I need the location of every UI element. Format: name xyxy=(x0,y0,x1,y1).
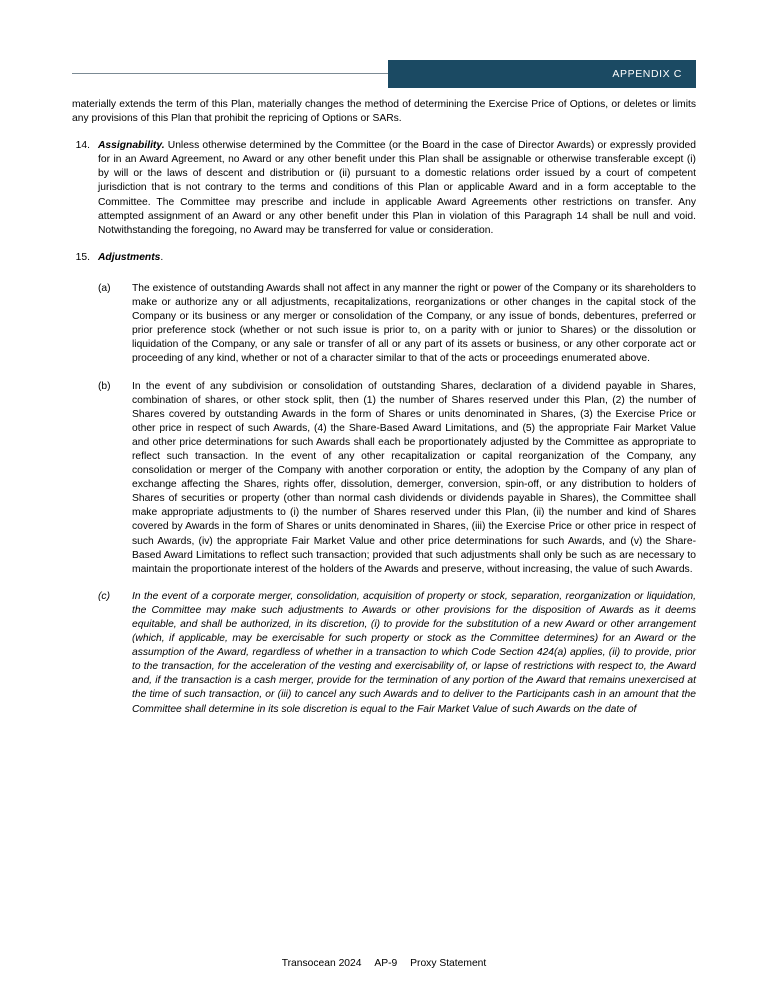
page-footer xyxy=(0,958,768,969)
clause-15-body xyxy=(98,251,696,265)
subclause-a-marker: (a) xyxy=(98,282,111,294)
clause-14 xyxy=(72,139,696,238)
footer-page-number: AP-9 xyxy=(374,958,398,969)
subclause-b-marker: (b) xyxy=(98,380,111,392)
clause-15-heading: Adjustments xyxy=(98,251,161,263)
footer-doc-label: Proxy Statement xyxy=(410,958,487,969)
clause-14-number: 14. xyxy=(75,140,90,152)
subclause-a xyxy=(98,282,696,367)
appendix-label: APPENDIX C xyxy=(388,60,696,88)
clause-15 xyxy=(72,251,696,265)
lead-paragraph: materially extends the term of this Plan, materially changes the method of determining the Exercise Price of Options, or deletes or limits any provisions of this Plan that prohibit the repricing of Options or SARs. xyxy=(72,99,696,125)
clause-14-text: Unless otherwise determined by the Committee (or the Board in the case of Director Awards) or expressly provided for in an Award Agreement, no Award or any other benefit under this Plan shall be assignable or otherwise transferable except (i) by will or the laws of descent and distribution or (ii) pursuant to a domestic relations order issued by a court of competent jurisdiction that is not contrary to the terms and conditions of this Plan or applicable Award and in a form acceptable to the Committee. The Committee may prescribe and include in applicable Award Agreements other restrictions on transfer. Any attempted assignment of an Award or any other benefit under this Plan in violation of this Paragraph 14 shall be null and void. Notwithstanding the foregoing, no Award may be transferred for value or consideration. xyxy=(98,140,696,236)
subclause-c-marker: (c) xyxy=(98,590,111,602)
page-header xyxy=(72,60,696,88)
clause-14-heading-suffix: . xyxy=(161,140,165,152)
subclause-b xyxy=(98,380,696,577)
subclause-c xyxy=(98,590,696,717)
subclause-b-text: In the event of any subdivision or consolidation of outstanding Shares, declaration of a dividend payable in Shares, combination of shares, or other stock split, then (1) the number of Shares reserved under this Plan, (2) the number of Shares covered by outstanding Awards in the form of Shares or units denominated in Shares, (3) the Exercise Price or other price in respect of such Awards, (4) the Share-Based Award Limitations, and (5) the appropriate Fair Market Value and other price determinations for such Awards shall each be proportionately adjusted by the Committee as appropriate to reflect such transaction. In the event of any other recapitalization or capital reorganization of the Company, any consolidation or merger of the Company with another corporation or entity, the adoption by the Company of any plan of exchange affecting the Shares, rights offer, dissolution, demerger, conversion, spin-off, or any distribution to holders of Shares of securities or property (other than normal cash dividends or dividends payable in Shares), the Committee shall make appropriate adjustments to (i) the number of Shares reserved under this Plan, (ii) the number and kind of Shares covered by Awards in the form of Shares or units denominated in Shares, (iii) the Exercise Price or other price in respect of such Awards, (iv) the appropriate Fair Market Value and other price determinations for such Awards, and (v) the Share-Based Award Limitations to reflect such transaction; provided that such adjustments shall only be such as are necessary to maintain the proportionate interest of the holders of the Awards and preserve, without increasing, the value of such Awards. xyxy=(132,380,696,575)
document-body xyxy=(72,98,696,730)
subclause-a-text: The existence of outstanding Awards shall not affect in any manner the right or power of the Company or its shareholders to make or authorize any or all adjustments, recapitalizations, reorganizations or other changes in the capital stock of the Company or its business or any merger or consolidation of the Company, or any issue of bonds, debentures, preferred or prior preference stock (whether or not such issue is prior to, on a parity with or junior to Shares) or the dissolution or liquidation of the Company, or any sale or transfer of all or any part of its assets or business, or any other corporate act or proceeding of any kind, whether or not of a character similar to that of the acts or proceedings enumerated above. xyxy=(132,282,696,365)
clause-14-heading: Assignability xyxy=(98,140,162,152)
clause-15-heading-suffix: . xyxy=(160,251,164,263)
clause-15-number: 15. xyxy=(75,251,90,263)
subclause-c-text: In the event of a corporate merger, consolidation, acquisition of property or stock, separation, reorganization or liquidation, the Committee may make such adjustments to Awards or other provisions for the disposition of Awards as it deems equitable, and shall be authorized, in its discretion, (i) to provide for the substitution of a new Award or other arrangement (which, if applicable, may be exercisable for such property or stock as the Committee determines) for an Award or the assumption of the Award, regardless of whether in a transaction to which Code Section 424(a) applies, (ii) to provide, prior to the transaction, for the acceleration of the vesting and exercisability of, or lapse of restrictions with respect to, the Award and, if the transaction is a cash merger, provide for the termination of any portion of the Award that remains unexercised at the time of such transaction, or (iii) to cancel any such Awards and to deliver to the Participants cash in an amount that the Committee shall determine in its sole discretion is equal to the Fair Market Value of such Awards on the date of xyxy=(132,590,696,715)
clause-14-body xyxy=(98,139,696,238)
footer-company-year: Transocean 2024 xyxy=(281,958,362,969)
